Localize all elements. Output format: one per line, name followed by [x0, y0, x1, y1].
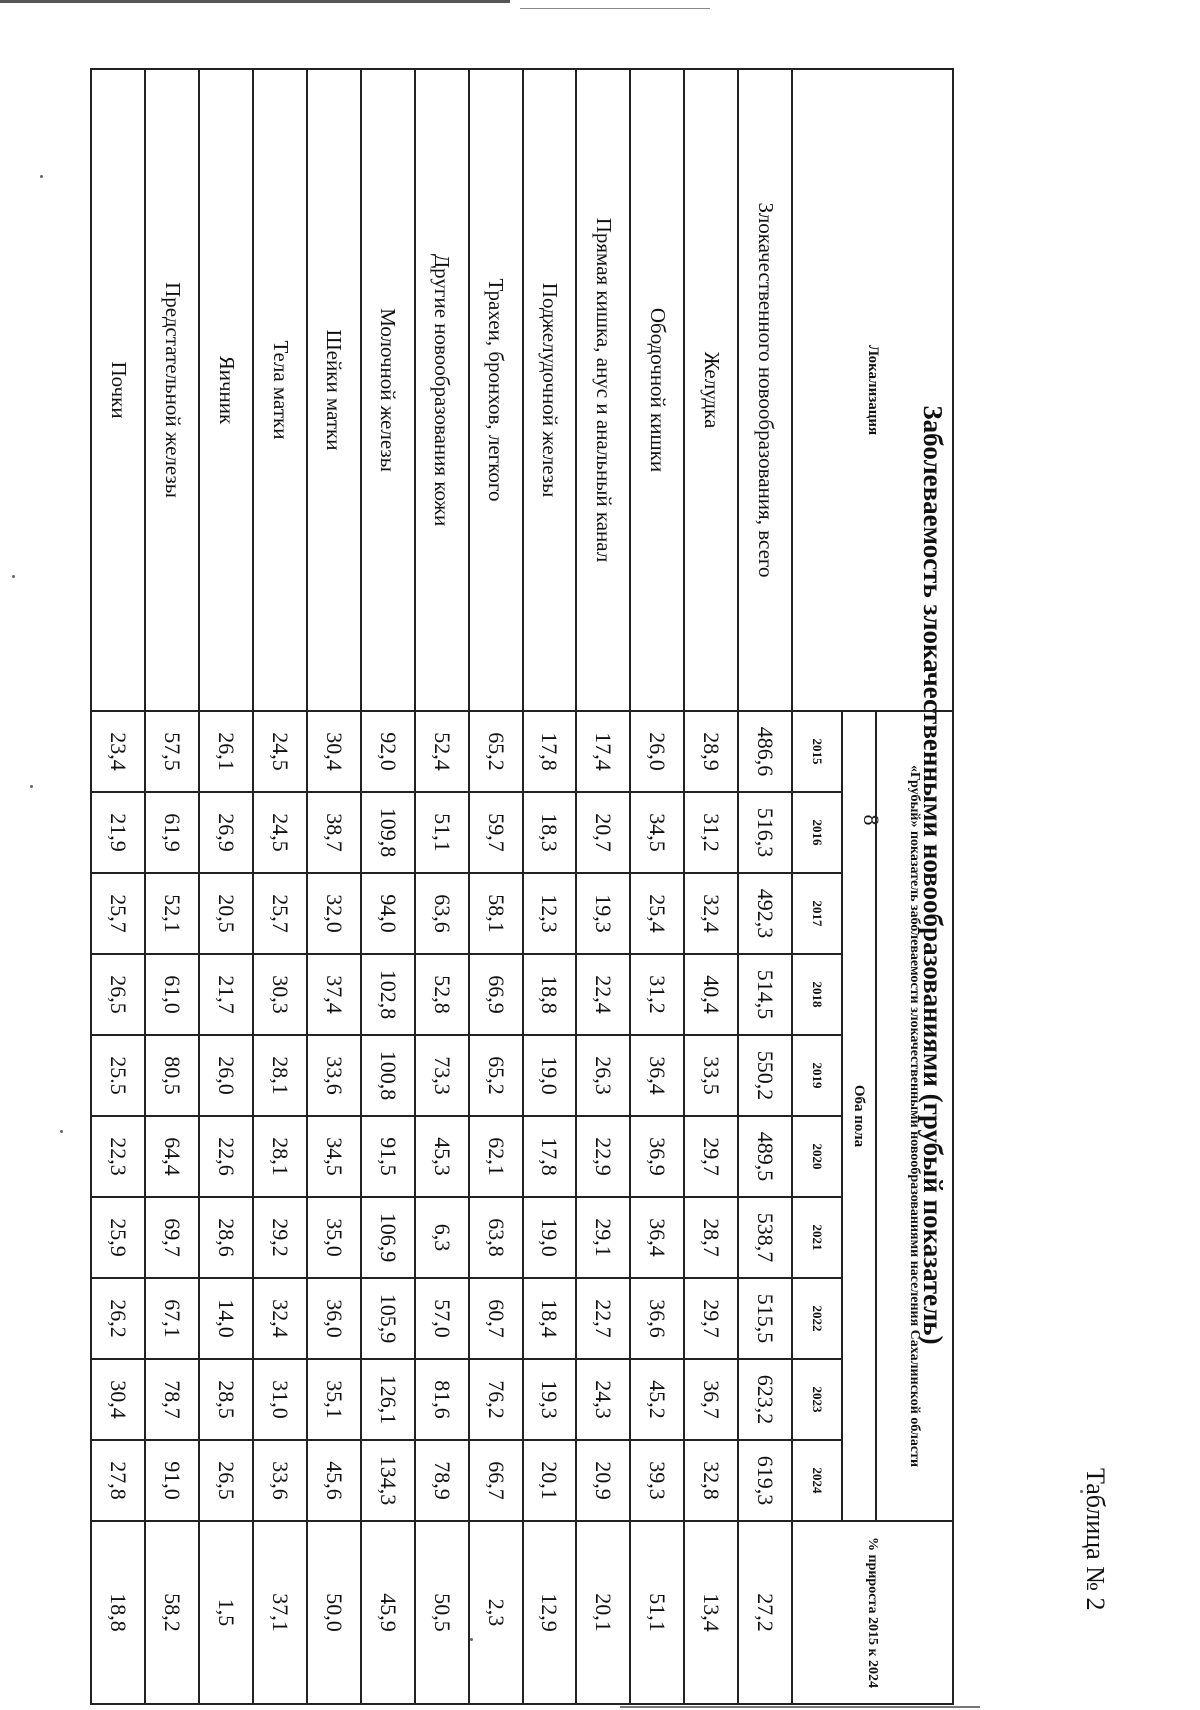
value-cell: 36,7 — [684, 1359, 738, 1440]
value-cell: 92,0 — [361, 711, 415, 792]
value-cell: 30,4 — [91, 1359, 145, 1440]
localization-cell: Шейки матки — [307, 69, 361, 711]
value-cell: 17,4 — [576, 711, 630, 792]
table-row — [415, 69, 469, 1704]
value-cell: 67,1 — [145, 1278, 199, 1359]
value-cell: 29,2 — [253, 1197, 307, 1278]
localization-cell: Желудка — [684, 69, 738, 711]
value-cell: 52,1 — [145, 873, 199, 954]
growth-cell: 50,0 — [307, 1521, 361, 1704]
table-row — [91, 69, 145, 1704]
value-cell: 25,9 — [91, 1197, 145, 1278]
growth-cell: 51,1 — [630, 1521, 684, 1704]
value-cell: 19,3 — [576, 873, 630, 954]
value-cell: 486,6 — [738, 711, 792, 792]
value-cell: 80,5 — [145, 1035, 199, 1116]
value-cell: 32,4 — [253, 1278, 307, 1359]
value-cell: 25,7 — [91, 873, 145, 954]
value-cell: 126,1 — [361, 1359, 415, 1440]
localization-cell: Почки — [91, 69, 145, 711]
localization-cell: Молочной железы — [361, 69, 415, 711]
header-growth: % прироста 2015 к 2024 — [792, 1521, 953, 1704]
header-row-main — [876, 69, 953, 1704]
table-row — [576, 69, 630, 1704]
growth-cell: 13,4 — [684, 1521, 738, 1704]
value-cell: 31,0 — [253, 1359, 307, 1440]
value-cell: 28,1 — [253, 1035, 307, 1116]
value-cell: 25,7 — [253, 873, 307, 954]
value-cell: 52,8 — [415, 954, 469, 1035]
value-cell: 22,9 — [576, 1116, 630, 1197]
value-cell: 36,9 — [630, 1116, 684, 1197]
value-cell: 20,7 — [576, 792, 630, 873]
value-cell: 45,6 — [307, 1440, 361, 1521]
value-cell: 61,9 — [145, 792, 199, 873]
value-cell: 31,2 — [684, 792, 738, 873]
value-cell: 73,3 — [415, 1035, 469, 1116]
value-cell: 45,3 — [415, 1116, 469, 1197]
value-cell: 33,6 — [307, 1035, 361, 1116]
value-cell: 61,0 — [145, 954, 199, 1035]
header-year: 2017 — [792, 873, 842, 954]
page-title: Заболеваемость злокачественными новообразованиями (грубый показатель) — [918, 405, 948, 1345]
header-localization: Локализация — [792, 69, 953, 711]
value-cell: 489,5 — [738, 1116, 792, 1197]
value-cell: 36,4 — [630, 1035, 684, 1116]
value-cell: 40,4 — [684, 954, 738, 1035]
table-row — [469, 69, 523, 1704]
value-cell: 27,8 — [91, 1440, 145, 1521]
value-cell: 22,6 — [199, 1116, 253, 1197]
value-cell: 20,1 — [523, 1440, 577, 1521]
value-cell: 66,9 — [469, 954, 523, 1035]
table-row — [738, 69, 792, 1704]
table-row — [307, 69, 361, 1704]
value-cell: 25.5 — [91, 1035, 145, 1116]
growth-cell: 37,1 — [253, 1521, 307, 1704]
value-cell: 21,7 — [199, 954, 253, 1035]
value-cell: 39,3 — [630, 1440, 684, 1521]
value-cell: 36,0 — [307, 1278, 361, 1359]
value-cell: 102,8 — [361, 954, 415, 1035]
value-cell: 94,0 — [361, 873, 415, 954]
incidence-table — [90, 68, 954, 1705]
value-cell: 65,2 — [469, 711, 523, 792]
value-cell: 29,7 — [684, 1116, 738, 1197]
header-year: 2023 — [792, 1359, 842, 1440]
value-cell: 28,5 — [199, 1359, 253, 1440]
value-cell: 32,8 — [684, 1440, 738, 1521]
localization-cell: Поджелудочной железы — [523, 69, 577, 711]
value-cell: 24,5 — [253, 792, 307, 873]
value-cell: 63,8 — [469, 1197, 523, 1278]
value-cell: 18,4 — [523, 1278, 577, 1359]
header-year: 2015 — [792, 711, 842, 792]
value-cell: 23,4 — [91, 711, 145, 792]
value-cell: 26,2 — [91, 1278, 145, 1359]
header-year: 2021 — [792, 1197, 842, 1278]
value-cell: 26,9 — [199, 792, 253, 873]
table-row — [523, 69, 577, 1704]
value-cell: 38,7 — [307, 792, 361, 873]
value-cell: 12,3 — [523, 873, 577, 954]
value-cell: 60,7 — [469, 1278, 523, 1359]
value-cell: 14,0 — [199, 1278, 253, 1359]
value-cell: 134,3 — [361, 1440, 415, 1521]
value-cell: 26,3 — [576, 1035, 630, 1116]
value-cell: 81,6 — [415, 1359, 469, 1440]
growth-cell: 20,1 — [576, 1521, 630, 1704]
value-cell: 26,0 — [199, 1035, 253, 1116]
value-cell: 35,1 — [307, 1359, 361, 1440]
value-cell: 33,5 — [684, 1035, 738, 1116]
value-cell: 64,4 — [145, 1116, 199, 1197]
localization-cell: Предстательной железы — [145, 69, 199, 711]
value-cell: 32,0 — [307, 873, 361, 954]
localization-cell: Ободочной кишки — [630, 69, 684, 711]
value-cell: 106,9 — [361, 1197, 415, 1278]
value-cell: 28,9 — [684, 711, 738, 792]
value-cell: 22,3 — [91, 1116, 145, 1197]
value-cell: 36,6 — [630, 1278, 684, 1359]
value-cell: 29,7 — [684, 1278, 738, 1359]
value-cell: 52,4 — [415, 711, 469, 792]
growth-cell: 58,2 — [145, 1521, 199, 1704]
value-cell: 21,9 — [91, 792, 145, 873]
value-cell: 20,5 — [199, 873, 253, 954]
value-cell: 28,6 — [199, 1197, 253, 1278]
value-cell: 17,8 — [523, 711, 577, 792]
value-cell: 109,8 — [361, 792, 415, 873]
value-cell: 78,7 — [145, 1359, 199, 1440]
value-cell: 91,0 — [145, 1440, 199, 1521]
header-both-sexes: Оба пола — [842, 711, 876, 1521]
table-row — [253, 69, 307, 1704]
header-year: 2024 — [792, 1440, 842, 1521]
value-cell: 19,3 — [523, 1359, 577, 1440]
value-cell: 100,8 — [361, 1035, 415, 1116]
localization-cell: Яичник — [199, 69, 253, 711]
value-cell: 538,7 — [738, 1197, 792, 1278]
growth-cell: 1,5 — [199, 1521, 253, 1704]
value-cell: 31,2 — [630, 954, 684, 1035]
value-cell: 492,3 — [738, 873, 792, 954]
header-main-indicator: «Грубый» показатель заболеваемости злокачественными новообразованиями населения Сахалинской области — [876, 711, 953, 1521]
value-cell: 18,3 — [523, 792, 577, 873]
value-cell: 24,5 — [253, 711, 307, 792]
table-row — [684, 69, 738, 1704]
value-cell: 28,1 — [253, 1116, 307, 1197]
value-cell: 17,8 — [523, 1116, 577, 1197]
value-cell: 20,9 — [576, 1440, 630, 1521]
value-cell: 78,9 — [415, 1440, 469, 1521]
growth-cell: 45,9 — [361, 1521, 415, 1704]
value-cell: 515,5 — [738, 1278, 792, 1359]
growth-cell: 18,8 — [91, 1521, 145, 1704]
value-cell: 29,1 — [576, 1197, 630, 1278]
value-cell: 58,1 — [469, 873, 523, 954]
growth-cell: 12,9 — [523, 1521, 577, 1704]
value-cell: 34,5 — [630, 792, 684, 873]
value-cell: 66,7 — [469, 1440, 523, 1521]
value-cell: 22,4 — [576, 954, 630, 1035]
value-cell: 105,9 — [361, 1278, 415, 1359]
value-cell: 34,5 — [307, 1116, 361, 1197]
header-year: 2016 — [792, 792, 842, 873]
value-cell: 45,2 — [630, 1359, 684, 1440]
page-number: 8 — [859, 814, 884, 826]
value-cell: 36,4 — [630, 1197, 684, 1278]
value-cell: 26,0 — [630, 711, 684, 792]
value-cell: 63,6 — [415, 873, 469, 954]
table-row — [145, 69, 199, 1704]
value-cell: 35,0 — [307, 1197, 361, 1278]
value-cell: 25,4 — [630, 873, 684, 954]
value-cell: 28,7 — [684, 1197, 738, 1278]
value-cell: 76,2 — [469, 1359, 523, 1440]
value-cell: 57,5 — [145, 711, 199, 792]
value-cell: 18,8 — [523, 954, 577, 1035]
table-row — [199, 69, 253, 1704]
localization-cell: Другие новообразования кожи — [415, 69, 469, 711]
value-cell: 91,5 — [361, 1116, 415, 1197]
value-cell: 30,3 — [253, 954, 307, 1035]
value-cell: 51,1 — [415, 792, 469, 873]
value-cell: 30,4 — [307, 711, 361, 792]
growth-cell: 2,3 — [469, 1521, 523, 1704]
header-year: 2020 — [792, 1116, 842, 1197]
value-cell: 550,2 — [738, 1035, 792, 1116]
value-cell: 623,2 — [738, 1359, 792, 1440]
value-cell: 65,2 — [469, 1035, 523, 1116]
localization-cell: Трахеи, бронхов, легкого — [469, 69, 523, 711]
header-year: 2018 — [792, 954, 842, 1035]
value-cell: 32,4 — [684, 873, 738, 954]
value-cell: 6,3 — [415, 1197, 469, 1278]
value-cell: 514,5 — [738, 954, 792, 1035]
value-cell: 19,0 — [523, 1035, 577, 1116]
header-year: 2022 — [792, 1278, 842, 1359]
localization-cell: Прямая кишка, анус и анальный канал — [576, 69, 630, 711]
value-cell: 57,0 — [415, 1278, 469, 1359]
value-cell: 37,4 — [307, 954, 361, 1035]
growth-cell: 27,2 — [738, 1521, 792, 1704]
growth-cell: 50,5 — [415, 1521, 469, 1704]
table-row — [630, 69, 684, 1704]
value-cell: 26,5 — [199, 1440, 253, 1521]
value-cell: 26,1 — [199, 711, 253, 792]
value-cell: 619,3 — [738, 1440, 792, 1521]
localization-cell: Тела матки — [253, 69, 307, 711]
value-cell: 69,7 — [145, 1197, 199, 1278]
table-label: Таблица № 2 — [1081, 1468, 1110, 1611]
value-cell: 19,0 — [523, 1197, 577, 1278]
value-cell: 59,7 — [469, 792, 523, 873]
localization-cell: Злокачественного новообразования, всего — [738, 69, 792, 711]
table-row — [361, 69, 415, 1704]
value-cell: 516,3 — [738, 792, 792, 873]
value-cell: 26,5 — [91, 954, 145, 1035]
table-body — [91, 69, 953, 1704]
header-year: 2019 — [792, 1035, 842, 1116]
value-cell: 33,6 — [253, 1440, 307, 1521]
value-cell: 22,7 — [576, 1278, 630, 1359]
value-cell: 24,3 — [576, 1359, 630, 1440]
value-cell: 62,1 — [469, 1116, 523, 1197]
